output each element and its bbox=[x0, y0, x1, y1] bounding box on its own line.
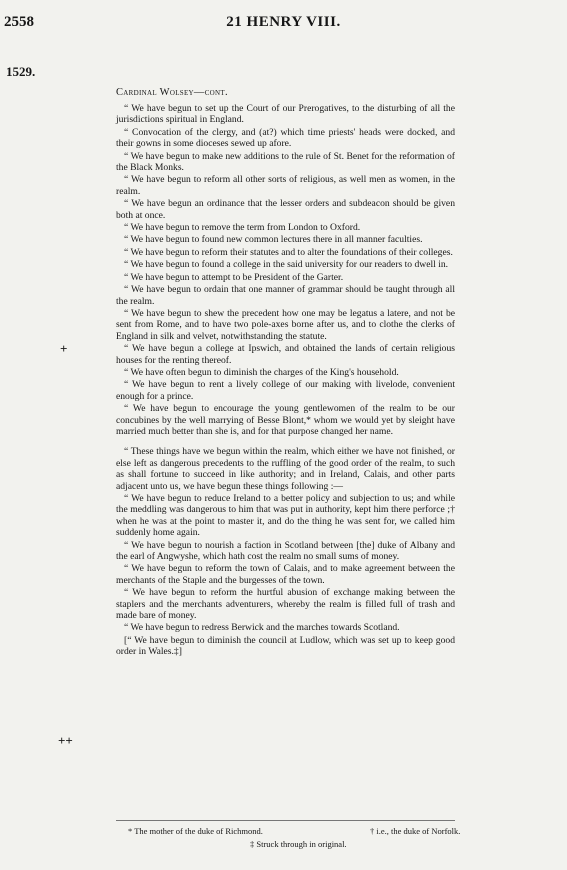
paragraph: “ We have begun to encourage the young gentlewomen of the realm to be our concubines by the well marrying of Besse Blont,* whom we would yet by sleight have married much better than she is, and for that purpose changed her name. bbox=[116, 403, 455, 437]
footnote: ‡ Struck through in original. bbox=[250, 839, 347, 849]
paragraph: “ These things have we begun within the realm, which either we have not finished, or else left as dangerous precedents to the ruffling of the good order of the realm, to such as shall fortune to succeed in like authority; and in Ireland, Calais, and other parts adjacent unto us, we have begun these things following :— bbox=[116, 446, 455, 492]
footnote-divider bbox=[116, 820, 455, 821]
paragraph: “ We have begun to redress Berwick and the marches towards Scotland. bbox=[124, 622, 400, 634]
paragraph: “ We have begun to rent a lively college of our making with livelode, convenient enough for a prince. bbox=[116, 379, 455, 402]
paragraph: [“ We have begun to diminish the council at Ludlow, which was set up to keep good order in Wales.‡] bbox=[116, 634, 455, 658]
paragraph: “ We have begun to ordain that one manner of grammar should be taught through all the realm. bbox=[116, 284, 455, 307]
paragraph: “ We have begun to attempt to be President of the Garter. bbox=[124, 271, 344, 283]
paragraph: “ We have often begun to diminish the charges of the King's household. bbox=[124, 366, 399, 378]
paragraph: “ We have begun to found a college in the said university for our readers to dwell in. bbox=[124, 259, 449, 271]
section-heading: Cardinal Wolsey—cont. bbox=[116, 87, 228, 98]
paragraph: “ We have begun to remove the term from London to Oxford. bbox=[124, 222, 361, 234]
paragraph: “ We have begun to found new common lectures there in all manner faculties. bbox=[124, 234, 423, 246]
footnote: † i.e., the duke of Norfolk. bbox=[370, 826, 461, 836]
margin-year: 1529. bbox=[6, 64, 36, 79]
margin-mark-1: + bbox=[60, 341, 68, 356]
paragraph: “ We have begun to reduce Ireland to a better policy and subjection to us; and while the meddling was dangerous to him that was put in authority, kept him there perforce ;† when he was at the point to master it, and do the thing he was sent for, we called him suddenly home again. bbox=[116, 493, 455, 539]
paragraph: “ We have begun an ordinance that the lesser orders and subdeacon should be given both at once. bbox=[116, 198, 455, 221]
paragraph: “ We have begun to shew the precedent how one may be legatus a latere, and not be sent from Rome, and to have two pole-axes borne after us, and to clothe the clerks of England in silk and velvet, notwithstanding the statute. bbox=[116, 307, 455, 342]
paragraph: “ Convocation of the clergy, and (at?) which time priests' heads were docked, and their gowns in some dioceses sewed up afore. bbox=[116, 126, 455, 150]
paragraph: “ We have begun a college at Ipswich, and obtained the lands of certain religious houses for the renting thereof. bbox=[116, 343, 455, 366]
paragraph: “ We have begun to reform all other sorts of religious, as well men as women, in the realm. bbox=[116, 174, 455, 197]
paragraph: “ We have begun to reform the hurtful abusion of exchange making between the staplers and the merchants adventurers, whereby the realm is filled full of trash and made bare of money. bbox=[116, 587, 455, 622]
margin-mark-2: ++ bbox=[58, 733, 73, 748]
paragraph: “ We have begun to set up the Court of our Prerogatives, to the disturbing of all the jurisdictions spiritual in England. bbox=[116, 103, 455, 126]
footnote: * The mother of the duke of Richmond. bbox=[128, 826, 263, 836]
page-number: 2558 bbox=[4, 14, 34, 30]
paragraph: “ We have begun to reform the town of Calais, and to make agreement between the merchants of the Staple and the burgesses of the town. bbox=[116, 563, 455, 586]
body-text bbox=[116, 103, 455, 659]
paragraph: “ We have begun to make new additions to the rule of St. Benet for the reformation of the Black Monks. bbox=[116, 150, 455, 174]
paragraph: “ We have begun to reform their statutes and to alter the foundations of their colleges. bbox=[124, 246, 453, 258]
running-title: 21 HENRY VIII. bbox=[226, 14, 341, 30]
paragraph: “ We have begun to nourish a faction in Scotland between [the] duke of Albany and the earl of Angwyshe, which hath cost the realm no small sums of money. bbox=[116, 539, 455, 563]
